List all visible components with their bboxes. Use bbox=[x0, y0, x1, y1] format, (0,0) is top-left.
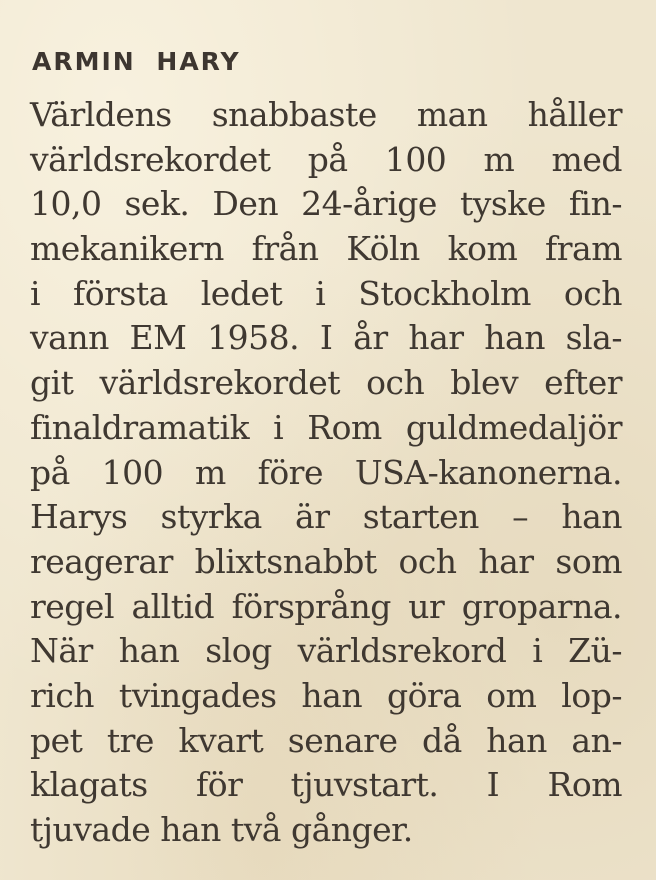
article-body bbox=[30, 93, 622, 853]
body-line: reagerar blixtsnabbt och har som bbox=[30, 541, 622, 581]
body-line: Harys styrka är starten – han bbox=[30, 497, 622, 537]
body-line: När han slog världsrekord i Zü- bbox=[30, 631, 622, 671]
body-line: rich tvingades han göra om lop- bbox=[30, 675, 622, 715]
body-line: vann EM 1958. I år har han sla- bbox=[30, 318, 622, 358]
body-line: mekanikern från Köln kom fram bbox=[30, 229, 622, 269]
body-line: klagats för tjuvstart. I Rom bbox=[30, 765, 622, 805]
body-line: 10,0 sek. Den 24-årige tyske fin- bbox=[30, 184, 622, 224]
article bbox=[30, 44, 622, 853]
body-line: i första ledet i Stockholm och bbox=[30, 273, 622, 313]
article-heading: ARMIN HARY bbox=[32, 47, 241, 76]
body-line: regel alltid försprång ur groparna. bbox=[30, 586, 622, 626]
body-line-last: tjuvade han två gånger. bbox=[30, 810, 413, 849]
body-line: på 100 m före USA-kanonerna. bbox=[30, 452, 622, 492]
body-line: git världsrekordet och blev efter bbox=[30, 363, 622, 403]
body-line: finaldramatik i Rom guldmedaljör bbox=[30, 407, 622, 447]
body-line: pet tre kvart senare då han an- bbox=[30, 720, 622, 760]
body-line: världsrekordet på 100 m med bbox=[30, 139, 622, 179]
body-line: Världens snabbaste man håller bbox=[30, 95, 622, 134]
